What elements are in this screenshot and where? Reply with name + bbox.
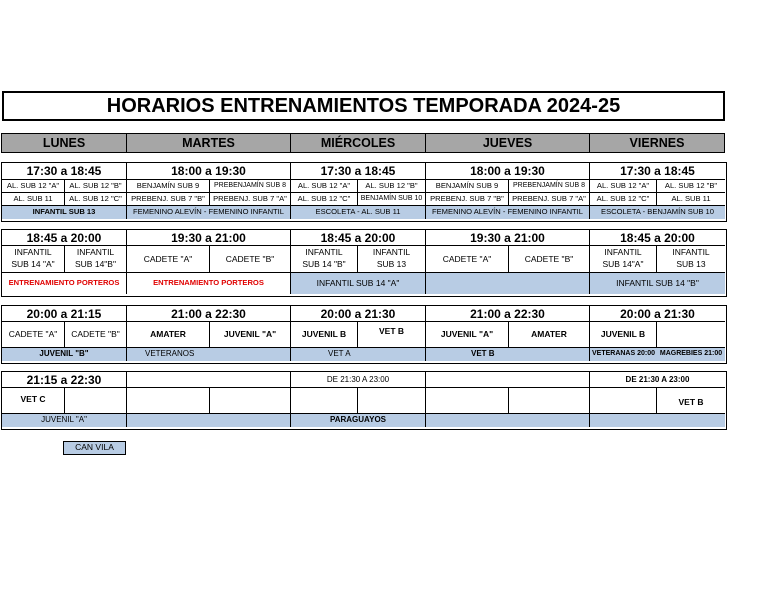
group-cell: BENJAMÍN SUB 9 <box>127 180 210 193</box>
time-slot: 18:00 a 19:30 <box>127 163 291 180</box>
group-cell: PREBENJAMÍN SUB 8 <box>509 180 590 193</box>
group-cell: VET A <box>291 348 426 361</box>
group-cell <box>291 388 358 414</box>
page-title: HORARIOS ENTRENAMIENTOS TEMPORADA 2024-25 <box>2 91 725 121</box>
group-cell: INFANTIL SUB 13 <box>358 246 426 273</box>
group-cell: INFANTIL SUB 14"B" <box>65 246 127 273</box>
group-cell <box>358 388 426 414</box>
time-slot: 18:45 a 20:00 <box>2 230 127 246</box>
group-cell: CADETE "A" <box>2 322 65 348</box>
group-cell: AL. SUB 12 "A" <box>590 180 657 193</box>
group-cell: JUVENIL "A" <box>210 322 291 348</box>
group-cell: PARAGUAYOS <box>291 414 426 427</box>
day-monday: LUNES <box>1 133 127 153</box>
group-cell: INFANTIL SUB 14 "B" <box>590 273 725 294</box>
group-cell <box>65 388 127 414</box>
group-cell <box>127 388 210 414</box>
time-slot: 19:30 a 21:00 <box>426 230 590 246</box>
group-cell: FEMENINO ALEVÍN - FEMENINO INFANTIL <box>127 206 291 219</box>
group-cell <box>509 388 590 414</box>
group-cell <box>127 414 291 427</box>
group-cell: AL. SUB 12 "C" <box>590 193 657 206</box>
group-cell <box>210 388 291 414</box>
group-cell: JUVENIL B <box>590 322 657 348</box>
group-cell <box>426 273 590 294</box>
time-slot: 17:30 a 18:45 <box>291 163 426 180</box>
group-cell: VETERANOS <box>127 348 291 361</box>
group-cell: JUVENIL "A" <box>426 322 509 348</box>
time-slot <box>426 372 590 388</box>
time-slot: 18:45 a 20:00 <box>590 230 725 246</box>
group-cell <box>426 414 590 427</box>
time-slot <box>127 372 291 388</box>
group-cell: VET B <box>358 322 426 348</box>
time-slot: 18:45 a 20:00 <box>291 230 426 246</box>
day-friday: VIERNES <box>589 133 725 153</box>
group-cell: BENJAMÍN SUB 9 <box>426 180 509 193</box>
schedule-block-3 <box>1 305 727 364</box>
schedule-block-4 <box>1 371 727 430</box>
group-cell: AMATER <box>509 322 590 348</box>
group-cell: AL. SUB 12 "B" <box>657 180 725 193</box>
group-cell: INFANTIL SUB 13 <box>2 206 127 219</box>
group-cell: VETERANAS 20:00 <box>590 348 657 361</box>
group-cell: AL. SUB 12 "A" <box>291 180 358 193</box>
group-cell: CADETE "A" <box>127 246 210 273</box>
group-cell: INFANTIL SUB 14 "A" <box>291 273 426 294</box>
day-header-row <box>1 133 725 153</box>
group-cell: JUVENIL "A" <box>2 414 127 427</box>
group-cell: INFANTIL SUB 13 <box>657 246 725 273</box>
location-label: CAN VILA <box>63 441 126 455</box>
time-slot: 19:30 a 21:00 <box>127 230 291 246</box>
group-cell: JUVENIL "B" <box>2 348 127 361</box>
group-cell: PREBENJ. SUB 7 "A" <box>509 193 590 206</box>
group-cell <box>590 414 725 427</box>
schedule-block-2 <box>1 229 727 297</box>
time-slot: 18:00 a 19:30 <box>426 163 590 180</box>
group-cell: PREBENJ. SUB 7 "B" <box>426 193 509 206</box>
time-slot: 20:00 a 21:30 <box>291 306 426 322</box>
time-slot: DE 21:30 A 23:00 <box>291 372 426 388</box>
group-cell: PREBENJ. SUB 7 "A" <box>210 193 291 206</box>
day-tuesday: MARTES <box>126 133 291 153</box>
group-cell: ENTRENAMIENTO PORTEROS <box>127 273 291 294</box>
group-cell: PREBENJ. SUB 7 "B" <box>127 193 210 206</box>
time-slot: DE 21:30 A 23:00 <box>590 372 725 388</box>
group-cell: AL. SUB 12 "B" <box>358 180 426 193</box>
group-cell: CADETE "A" <box>426 246 509 273</box>
group-cell: AL. SUB 12 "B" <box>65 180 127 193</box>
group-cell: AMATER <box>127 322 210 348</box>
group-cell: CADETE "B" <box>210 246 291 273</box>
group-cell: INFANTIL SUB 14 "B" <box>291 246 358 273</box>
group-cell: BENJAMÍN SUB 10 <box>358 193 426 206</box>
schedule-block-1 <box>1 162 727 222</box>
group-cell: ESCOLETA - BENJAMÍN SUB 10 <box>590 206 725 219</box>
day-thursday: JUEVES <box>425 133 590 153</box>
group-cell: ENTRENAMIENTO PORTEROS <box>2 273 127 294</box>
group-cell: ESCOLETA - AL. SUB 11 <box>291 206 426 219</box>
group-cell <box>590 388 657 414</box>
group-cell: CADETE "B" <box>509 246 590 273</box>
group-cell: CADETE "B" <box>65 322 127 348</box>
group-cell: VET B <box>426 348 590 361</box>
group-cell: AL. SUB 12 "C" <box>291 193 358 206</box>
group-cell: VET B <box>657 388 725 414</box>
time-slot: 17:30 a 18:45 <box>2 163 127 180</box>
group-cell: INFANTIL SUB 14 "A" <box>2 246 65 273</box>
day-wednesday: MIÉRCOLES <box>290 133 426 153</box>
group-cell <box>657 322 725 348</box>
time-slot: 17:30 a 18:45 <box>590 163 725 180</box>
time-slot: 20:00 a 21:30 <box>590 306 725 322</box>
time-slot: 20:00 a 21:15 <box>2 306 127 322</box>
group-cell: AL. SUB 11 <box>2 193 65 206</box>
time-slot: 21:00 a 22:30 <box>127 306 291 322</box>
group-cell: FEMENINO ALEVÍN - FEMENINO INFANTIL <box>426 206 590 219</box>
group-cell: MAGREBIES 21:00 <box>657 348 725 361</box>
group-cell: JUVENIL B <box>291 322 358 348</box>
group-cell: AL. SUB 12 "C" <box>65 193 127 206</box>
time-slot: 21:00 a 22:30 <box>426 306 590 322</box>
group-cell: PREBENJAMÍN SUB 8 <box>210 180 291 193</box>
group-cell <box>426 388 509 414</box>
group-cell: INFANTIL SUB 14"A" <box>590 246 657 273</box>
group-cell: AL. SUB 12 "A" <box>2 180 65 193</box>
time-slot: 21:15 a 22:30 <box>2 372 127 388</box>
group-cell: VET C <box>2 388 65 414</box>
group-cell: AL. SUB 11 <box>657 193 725 206</box>
